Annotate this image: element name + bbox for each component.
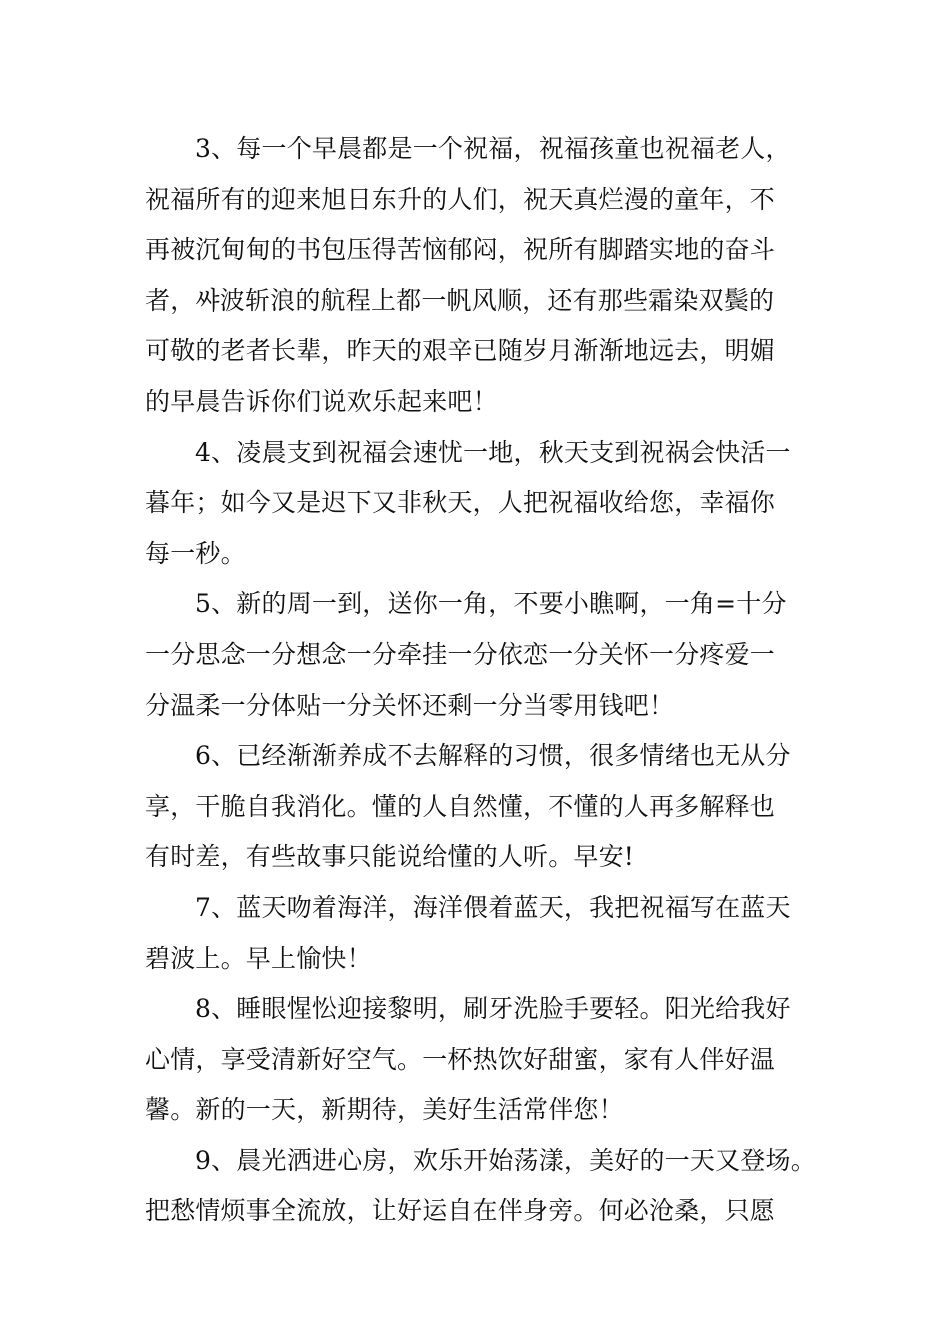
- paragraph-5: [145, 579, 810, 731]
- text-line: 的早晨告诉你们说欢乐起来吧！: [145, 386, 498, 416]
- text-line: 馨。新的一天，新期待，美好生活常伴您！: [145, 1095, 624, 1125]
- paragraph-6: [145, 731, 810, 883]
- text-line: 享，干脆自我消化。懂的人自然懂，不懂的人再多解释也: [145, 791, 776, 821]
- text-line: 3、每一个早晨都是一个祝福，祝福孩童也祝福老人，: [195, 134, 791, 163]
- text-line: 有时差，有些故事只能说给懂的人听。早安!: [145, 842, 635, 872]
- text-line: 祝福所有的迎来旭日东升的人们，祝天真烂漫的童年，不: [145, 184, 776, 214]
- text-line: 把愁情烦事全流放，让好运自在伴身旁。何必沧桑，只愿: [145, 1196, 776, 1226]
- text-line: 一分思念一分想念一分牵挂一分依恋一分关怀一分疼爱一: [145, 639, 776, 669]
- text-line: 每一秒。: [145, 538, 246, 568]
- text-line: 心情，享受清新好空气。一杯热饮好甜蜜，家有人伴好温: [145, 1044, 776, 1074]
- text-line: 暮年；如今又是迟下又非秋天，人把祝福收给您，幸福你: [145, 488, 776, 518]
- text-line: 分温柔一分体贴一分关怀还剩一分当零用钱吧！: [145, 690, 675, 720]
- paragraph-7: [145, 883, 810, 984]
- paragraph-9: [145, 1136, 816, 1237]
- text-line: 9、晨光洒进心房，欢乐开始荡漾，美好的一天又登场。: [195, 1145, 816, 1175]
- text-line: 再被沉甸甸的书包压得苦恼郁闷，祝所有脚踏实地的奋斗: [145, 235, 776, 265]
- text-line: 6、已经渐渐养成不去解释的习惯，很多情绪也无从分: [195, 741, 791, 771]
- paragraph-8: [145, 984, 810, 1136]
- text-line: 7、蓝天吻着海洋，海洋偎着蓝天，我把祝福写在蓝天: [195, 892, 791, 922]
- text-line: 可敬的老者长辈，昨天的艰辛已随岁月渐渐地远去，明媚: [145, 336, 776, 366]
- text-line: 5、新的周一到，送你一角，不要小瞧啊，一角=十分: [195, 589, 787, 619]
- text-line: 4、凌晨支到祝福会速忧一地，秋天支到祝祸会快活一: [195, 437, 791, 467]
- text-line: 碧波上。早上愉快！: [145, 943, 372, 973]
- document-body: [145, 124, 816, 1237]
- paragraph-4: [145, 428, 810, 580]
- paragraph-3: [145, 124, 810, 428]
- text-line: 8、睡眼惺忪迎接黎明，刷牙洗脸手要轻。阳光给我好: [195, 994, 791, 1024]
- text-line: 者，쌰波斩浪的航程上都一帆风顺，还有那些霜染双鬓的: [145, 285, 775, 315]
